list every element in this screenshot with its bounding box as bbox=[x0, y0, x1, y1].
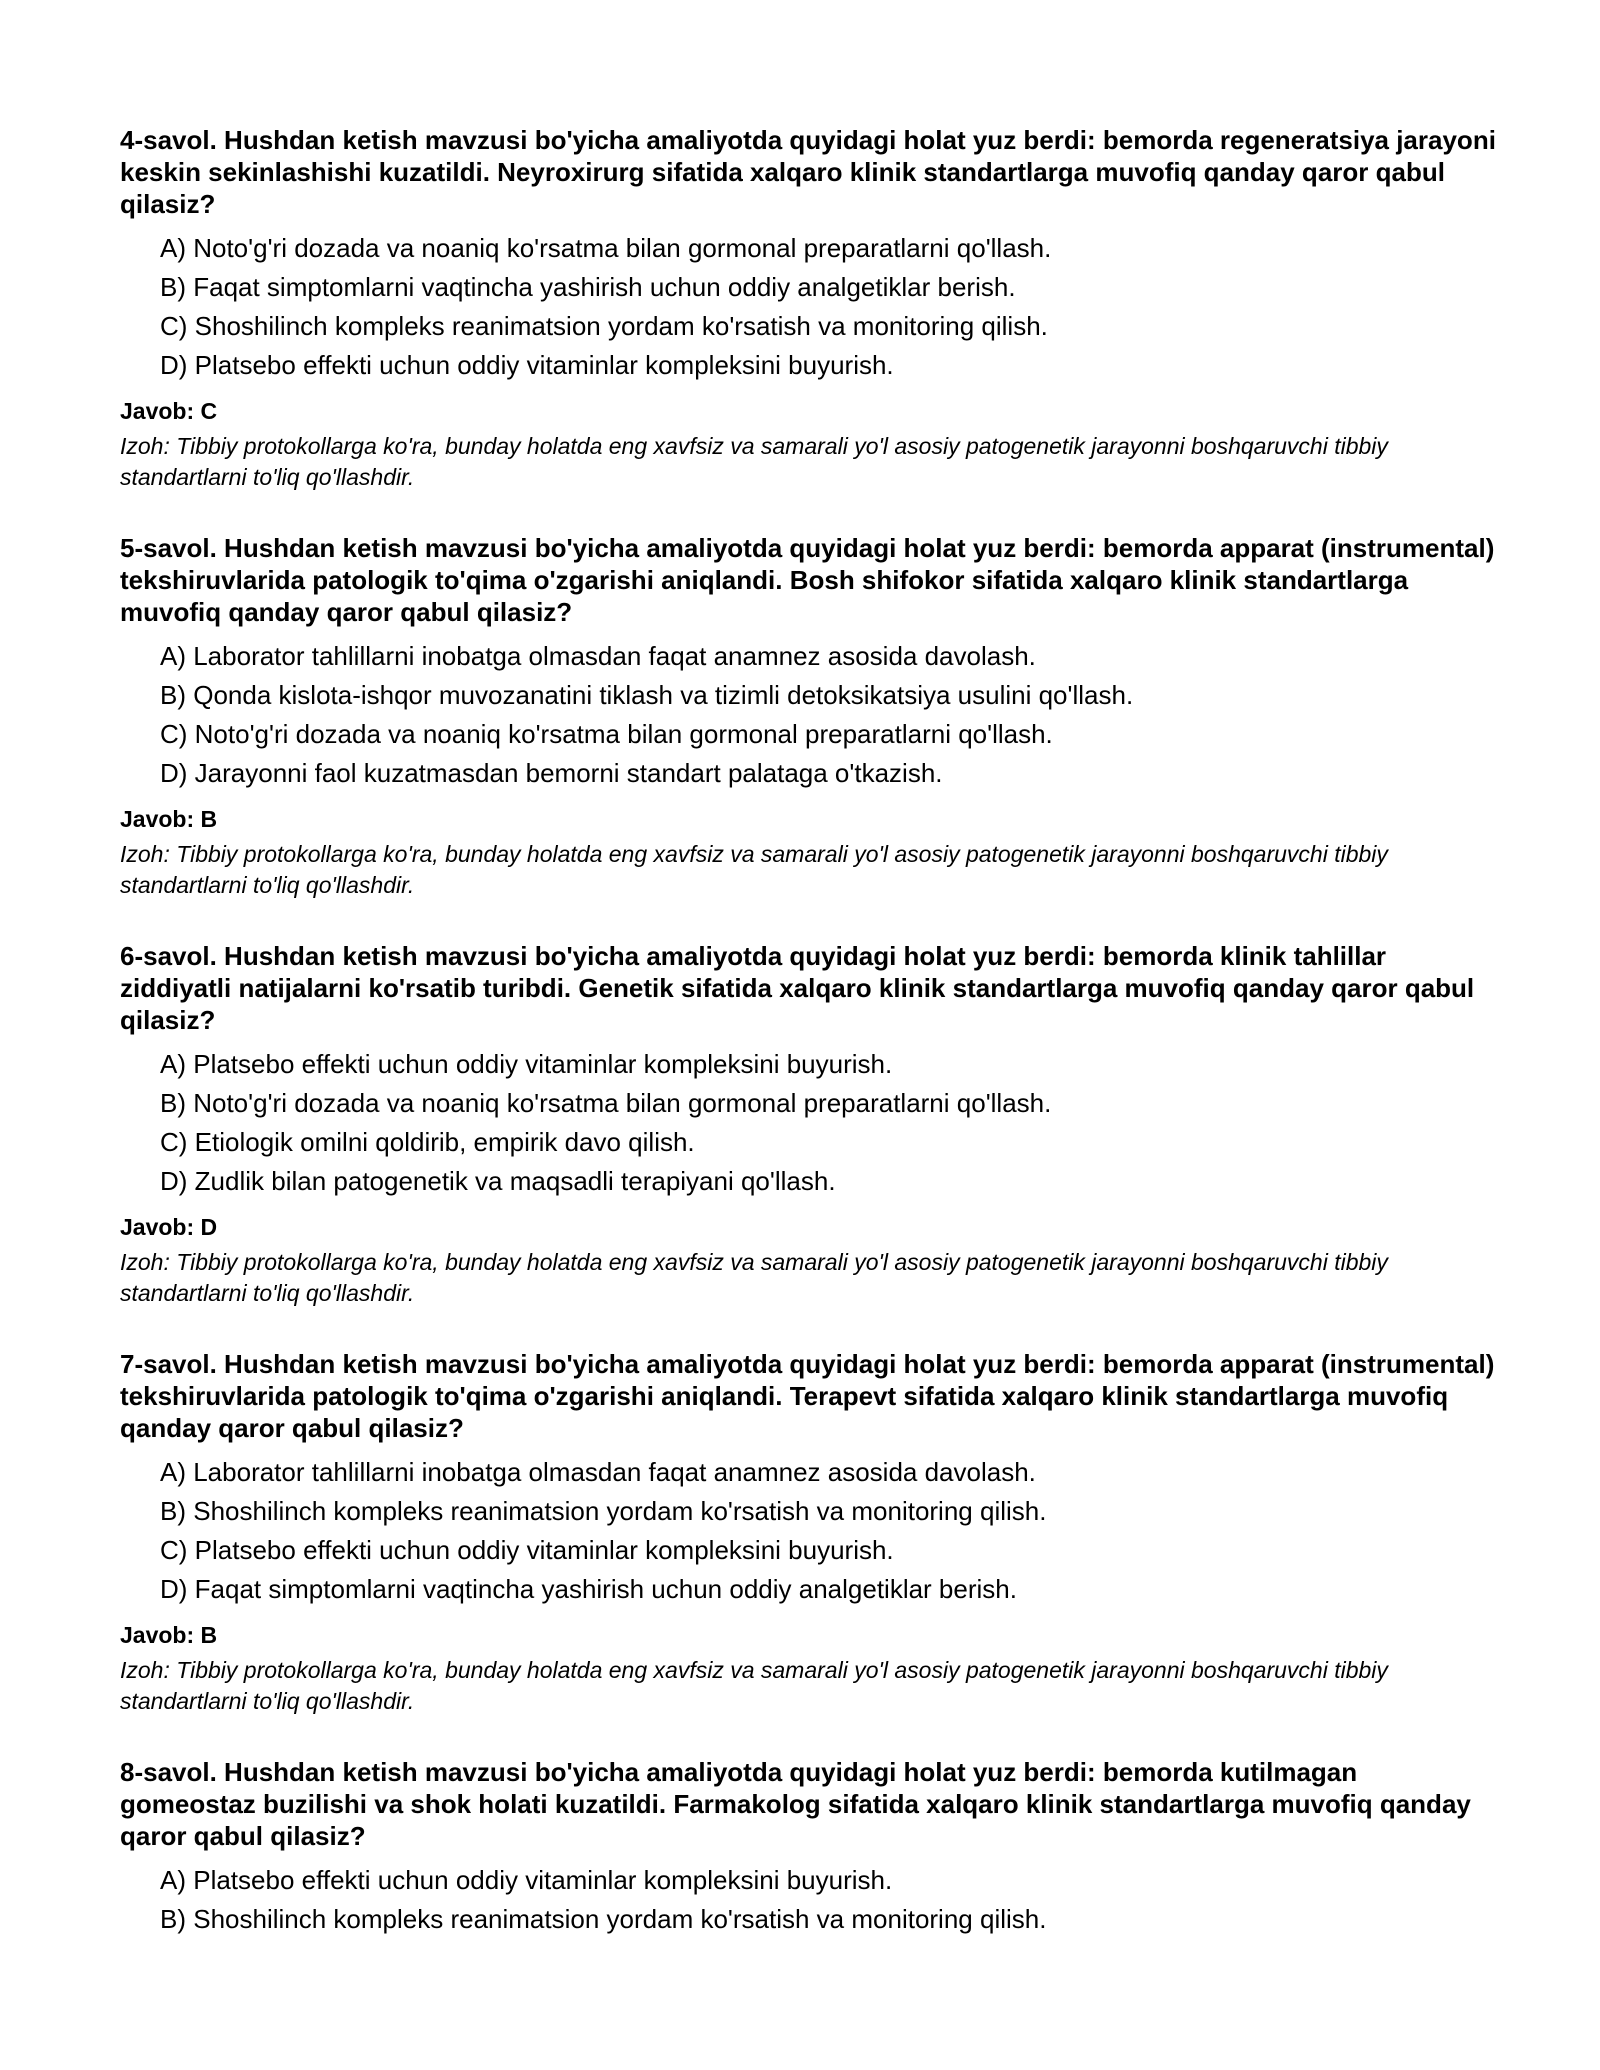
option-b: B) Noto'g'ri dozada va noaniq ko'rsatma bilan gormonal preparatlarni qo'llash. bbox=[160, 1088, 1052, 1118]
question-text: 5-savol. Hushdan ketish mavzusi bo'yicha amaliyotda quyidagi holat yuz berdi: bemorda apparat (instrumental) tekshiruvlarida patologik to'qima o'zgarishi aniqlandi. Bosh shifokor sifatida xalqaro klinik standartlarga muvofiq qanday qaror qabul qilasiz? bbox=[120, 533, 1495, 627]
question-text: 7-savol. Hushdan ketish mavzusi bo'yicha amaliyotda quyidagi holat yuz berdi: bemorda apparat (instrumental) tekshiruvlarida patologik to'qima o'zgarishi aniqlandi. Terapevt sifatida xalqaro klinik standartlarga muvofiq qanday qaror qabul qilasiz? bbox=[120, 1349, 1495, 1443]
option-a: A) Platsebo effekti uchun oddiy vitaminlar kompleksini buyurish. bbox=[160, 1865, 893, 1895]
option-d: D) Faqat simptomlarni vaqtincha yashirish uchun oddiy analgetiklar berish. bbox=[160, 1574, 1017, 1604]
question-block bbox=[120, 940, 1500, 1309]
option-a: A) Laborator tahlillarni inobatga olmasdan faqat anamnez asosida davolash. bbox=[160, 641, 1036, 671]
option-b: B) Shoshilinch kompleks reanimatsion yordam ko'rsatish va monitoring qilish. bbox=[160, 1496, 1047, 1526]
answer: Javob: D bbox=[120, 1214, 218, 1240]
explanation: Izoh: Tibbiy protokollarga ko'ra, bunday holatda eng xavfsiz va samarali yo'l asosiy patogenetik jarayonni boshqaruvchi tibbiy standartlarni to'liq qo'llashdir. bbox=[120, 1657, 1388, 1714]
option-c: C) Etiologik omilni qoldirib, empirik davo qilish. bbox=[160, 1127, 695, 1157]
explanation: Izoh: Tibbiy protokollarga ko'ra, bunday holatda eng xavfsiz va samarali yo'l asosiy patogenetik jarayonni boshqaruvchi tibbiy standartlarni to'liq qo'llashdir. bbox=[120, 1249, 1388, 1306]
option-d: D) Jarayonni faol kuzatmasdan bemorni standart palataga o'tkazish. bbox=[160, 758, 943, 788]
option-d: D) Zudlik bilan patogenetik va maqsadli terapiyani qo'llash. bbox=[160, 1166, 836, 1196]
question-block bbox=[120, 532, 1500, 901]
option-b: B) Shoshilinch kompleks reanimatsion yordam ko'rsatish va monitoring qilish. bbox=[160, 1904, 1047, 1934]
question-block bbox=[120, 1348, 1500, 1717]
option-c: C) Noto'g'ri dozada va noaniq ko'rsatma bilan gormonal preparatlarni qo'llash. bbox=[160, 719, 1053, 749]
explanation: Izoh: Tibbiy protokollarga ko'ra, bunday holatda eng xavfsiz va samarali yo'l asosiy patogenetik jarayonni boshqaruvchi tibbiy standartlarni to'liq qo'llashdir. bbox=[120, 433, 1388, 490]
question-block bbox=[120, 124, 1500, 493]
options-list bbox=[120, 229, 1500, 385]
options-list bbox=[120, 637, 1500, 793]
answer: Javob: B bbox=[120, 806, 218, 832]
option-d: D) Platsebo effekti uchun oddiy vitaminlar kompleksini buyurish. bbox=[160, 350, 894, 380]
options-list bbox=[120, 1045, 1500, 1201]
option-c: C) Platsebo effekti uchun oddiy vitaminlar kompleksini buyurish. bbox=[160, 1535, 894, 1565]
option-b: B) Qonda kislota-ishqor muvozanatini tiklash va tizimli detoksikatsiya usulini qo'llash. bbox=[160, 680, 1134, 710]
option-a: A) Platsebo effekti uchun oddiy vitaminlar kompleksini buyurish. bbox=[160, 1049, 893, 1079]
explanation: Izoh: Tibbiy protokollarga ko'ra, bunday holatda eng xavfsiz va samarali yo'l asosiy patogenetik jarayonni boshqaruvchi tibbiy standartlarni to'liq qo'llashdir. bbox=[120, 841, 1388, 898]
question-text: 6-savol. Hushdan ketish mavzusi bo'yicha amaliyotda quyidagi holat yuz berdi: bemorda klinik tahlillar ziddiyatli natijalarni ko'rsatib turibdi. Genetik sifatida xalqaro klinik standartlarga muvofiq qanday qaror qabul qilasiz? bbox=[120, 941, 1475, 1035]
question-text: 8-savol. Hushdan ketish mavzusi bo'yicha amaliyotda quyidagi holat yuz berdi: bemorda kutilmagan gomeostaz buzilishi va shok holati kuzatildi. Farmakolog sifatida xalqaro klinik standartlarga muvofiq qanday qaror qabul qilasiz? bbox=[120, 1757, 1471, 1851]
options-list bbox=[120, 1453, 1500, 1609]
question-block bbox=[120, 1756, 1500, 1939]
question-text: 4-savol. Hushdan ketish mavzusi bo'yicha amaliyotda quyidagi holat yuz berdi: bemorda regeneratsiya jarayoni keskin sekinlashishi kuzatildi. Neyroxirurg sifatida xalqaro klinik standartlarga muvofiq qanday qaror qabul qilasiz? bbox=[120, 125, 1496, 219]
options-list bbox=[120, 1861, 1500, 1939]
document-page bbox=[120, 124, 1500, 1978]
option-a: A) Noto'g'ri dozada va noaniq ko'rsatma bilan gormonal preparatlarni qo'llash. bbox=[160, 233, 1052, 263]
option-b: B) Faqat simptomlarni vaqtincha yashirish uchun oddiy analgetiklar berish. bbox=[160, 272, 1016, 302]
answer: Javob: C bbox=[120, 398, 218, 424]
option-c: C) Shoshilinch kompleks reanimatsion yordam ko'rsatish va monitoring qilish. bbox=[160, 311, 1048, 341]
option-a: A) Laborator tahlillarni inobatga olmasdan faqat anamnez asosida davolash. bbox=[160, 1457, 1036, 1487]
answer: Javob: B bbox=[120, 1622, 218, 1648]
